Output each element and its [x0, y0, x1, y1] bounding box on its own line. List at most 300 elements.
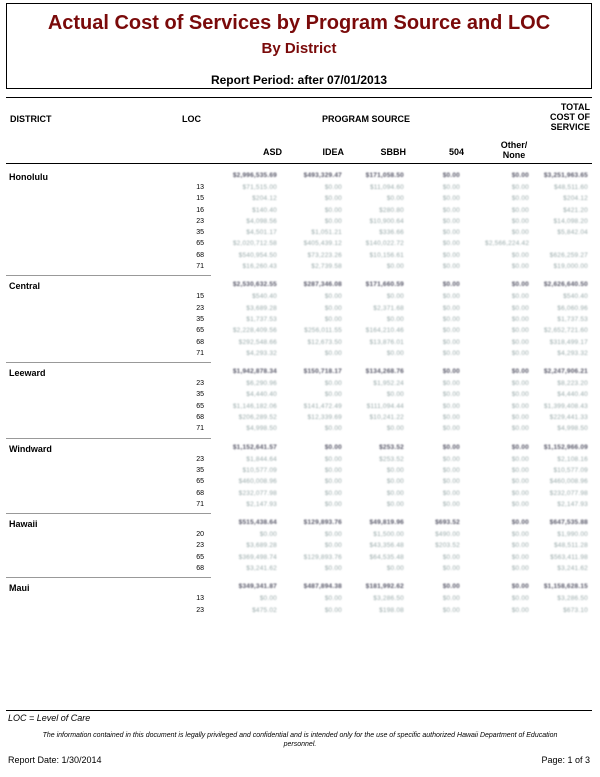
- value-cell: $0.00: [442, 263, 460, 271]
- table-row: [6, 489, 592, 500]
- loc-code: 65: [196, 478, 204, 486]
- value-cell: $0.00: [442, 595, 460, 603]
- value-cell: $1,500.00: [373, 531, 404, 539]
- value-cell: $421.20: [563, 206, 588, 214]
- value-cell: $0.00: [324, 500, 342, 508]
- table-row: [6, 349, 592, 360]
- value-cell: $0.00: [386, 425, 404, 433]
- value-cell: $0.00: [386, 315, 404, 323]
- value-cell: $0.00: [511, 455, 529, 463]
- table-row: [6, 292, 592, 303]
- value-cell: $4,293.32: [246, 349, 277, 357]
- value-cell: $336.66: [379, 229, 404, 237]
- value-cell: $6,290.96: [246, 380, 277, 388]
- report-body: [6, 170, 592, 617]
- table-row: [6, 262, 592, 273]
- value-cell: $2,108.16: [557, 455, 588, 463]
- value-cell: $5,842.04: [557, 229, 588, 237]
- col-other-none: Other/ None: [500, 140, 528, 160]
- value-cell: $0.00: [324, 304, 342, 312]
- value-cell: $3,689.28: [246, 304, 277, 312]
- district-name: Honolulu: [9, 172, 48, 182]
- value-cell: $0.00: [324, 595, 342, 603]
- value-cell: $0.00: [324, 542, 342, 550]
- col-loc: LOC: [182, 114, 201, 124]
- value-cell: $0.00: [511, 263, 529, 271]
- value-cell: $111,094.44: [366, 402, 404, 410]
- value-cell: $460,008.96: [238, 478, 277, 486]
- value-cell: $10,156.61: [369, 251, 404, 259]
- value-cell: $0.00: [324, 315, 342, 323]
- loc-code: 15: [196, 293, 204, 301]
- district-total-cell: $171,660.59: [365, 281, 404, 289]
- value-cell: $0.00: [259, 595, 277, 603]
- value-cell: $0.00: [511, 531, 529, 539]
- value-cell: $0.00: [442, 229, 460, 237]
- value-cell: $292,548.66: [238, 338, 277, 346]
- district-total-cell: $0.00: [511, 368, 529, 376]
- loc-code: 23: [196, 380, 204, 388]
- report-subtitle: By District: [261, 40, 337, 57]
- value-cell: $280.80: [379, 206, 404, 214]
- value-cell: $204.12: [563, 195, 588, 203]
- value-cell: $0.00: [324, 425, 342, 433]
- value-cell: $0.00: [442, 240, 460, 248]
- loc-code: 23: [196, 304, 204, 312]
- value-cell: $0.00: [442, 391, 460, 399]
- footer-divider: [6, 710, 592, 711]
- column-headers: [6, 97, 592, 164]
- district-separator: [6, 513, 211, 514]
- table-row: [6, 594, 592, 605]
- value-cell: $0.00: [442, 206, 460, 214]
- table-row: [6, 228, 592, 239]
- value-cell: $140.40: [252, 206, 277, 214]
- value-cell: $0.00: [442, 414, 460, 422]
- district-total-cell: $2,626,640.50: [543, 281, 588, 289]
- value-cell: $0.00: [386, 478, 404, 486]
- table-row: [6, 455, 592, 466]
- loc-code: 13: [196, 184, 204, 191]
- value-cell: $0.00: [442, 195, 460, 203]
- district-name: Hawaii: [9, 519, 38, 530]
- table-row: [6, 477, 592, 488]
- district-total-cell: $349,341.87: [238, 583, 277, 591]
- value-cell: $0.00: [386, 565, 404, 573]
- value-cell: $540,954.50: [238, 251, 277, 259]
- value-cell: $0.00: [442, 466, 460, 474]
- value-cell: $0.00: [324, 217, 342, 225]
- value-cell: $10,241.22: [369, 414, 404, 422]
- district-name: Maui: [9, 583, 30, 594]
- value-cell: $0.00: [324, 606, 342, 614]
- value-cell: $0.00: [442, 402, 460, 410]
- table-row: [6, 553, 592, 564]
- value-cell: $0.00: [511, 565, 529, 573]
- district-total-cell: $1,942,878.34: [232, 368, 277, 376]
- value-cell: $0.00: [259, 531, 277, 539]
- value-cell: $232,077.98: [238, 489, 277, 497]
- value-cell: $2,228,409.56: [232, 327, 277, 335]
- loc-code: 71: [196, 425, 204, 433]
- value-cell: $140,022.72: [365, 240, 404, 248]
- district-row: [6, 170, 592, 183]
- value-cell: $19,000.00: [553, 263, 588, 271]
- value-cell: $4,440.40: [557, 391, 588, 399]
- report-period: [7, 73, 591, 87]
- district-total-cell: $493,329.47: [303, 172, 342, 179]
- district-row: [6, 279, 592, 292]
- value-cell: $0.00: [511, 391, 529, 399]
- value-cell: $0.00: [511, 217, 529, 225]
- table-row: [6, 564, 592, 575]
- col-sbbh: SBBH: [380, 147, 406, 157]
- value-cell: $0.00: [511, 327, 529, 335]
- value-cell: $1,990.00: [557, 531, 588, 539]
- value-cell: $0.00: [386, 195, 404, 203]
- value-cell: $0.00: [511, 349, 529, 357]
- value-cell: $0.00: [386, 293, 404, 301]
- value-cell: $0.00: [324, 478, 342, 486]
- value-cell: $12,339.69: [307, 414, 342, 422]
- value-cell: $3,689.28: [246, 542, 277, 550]
- loc-code: 65: [196, 553, 204, 561]
- table-row: [6, 217, 592, 228]
- value-cell: $0.00: [324, 489, 342, 497]
- loc-code: 23: [196, 455, 204, 463]
- table-row: [6, 541, 592, 552]
- value-cell: $0.00: [511, 542, 529, 550]
- period-label: Report Period:: [210, 73, 295, 87]
- district-name: Leeward: [9, 368, 46, 379]
- value-cell: $4,098.56: [246, 217, 277, 225]
- value-cell: $0.00: [324, 391, 342, 399]
- value-cell: $405,439.12: [303, 240, 342, 248]
- value-cell: $203.52: [435, 542, 460, 550]
- value-cell: $1,051.21: [311, 229, 342, 237]
- value-cell: $0.00: [511, 466, 529, 474]
- value-cell: $3,286.50: [373, 595, 404, 603]
- confidentiality-notice: The information contained in this document is legally privileged and confidential and is intended only for the use of specific authorized Hawaii Department of Education personnel.: [42, 732, 558, 748]
- district-row: [6, 581, 592, 594]
- loc-code: 13: [196, 595, 204, 603]
- value-cell: $0.00: [442, 338, 460, 346]
- district-total-cell: $0.00: [442, 443, 460, 451]
- value-cell: $2,652,721.60: [543, 327, 588, 335]
- value-cell: $141,472.49: [303, 402, 342, 410]
- report-header: [6, 3, 592, 89]
- district-total-cell: $647,535.88: [549, 519, 588, 527]
- value-cell: $0.00: [442, 349, 460, 357]
- table-row: [6, 402, 592, 413]
- loc-code: 35: [196, 315, 204, 323]
- value-cell: $0.00: [442, 184, 460, 191]
- value-cell: $626,259.27: [549, 251, 588, 259]
- table-row: [6, 530, 592, 541]
- value-cell: $11,094.60: [369, 184, 404, 191]
- value-cell: $0.00: [442, 500, 460, 508]
- value-cell: $0.00: [511, 402, 529, 410]
- col-idea: IDEA: [322, 147, 344, 157]
- loc-code: 15: [196, 195, 204, 203]
- loc-code: 68: [196, 251, 204, 259]
- value-cell: $0.00: [324, 531, 342, 539]
- value-cell: $0.00: [324, 195, 342, 203]
- value-cell: $0.00: [324, 466, 342, 474]
- loc-code: 68: [196, 338, 204, 346]
- value-cell: $12,673.50: [307, 338, 342, 346]
- district-total-cell: $0.00: [442, 583, 460, 591]
- report-date: Report Date: 1/30/2014: [8, 755, 102, 765]
- value-cell: $0.00: [324, 293, 342, 301]
- table-row: [6, 194, 592, 205]
- value-cell: $0.00: [442, 293, 460, 301]
- value-cell: $14,098.20: [553, 217, 588, 225]
- district-total-cell: $3,251,963.65: [543, 172, 588, 179]
- value-cell: $0.00: [511, 304, 529, 312]
- loc-code: 68: [196, 414, 204, 422]
- district-name: Central: [9, 281, 41, 292]
- value-cell: $198.08: [379, 606, 404, 614]
- value-cell: $490.00: [435, 531, 460, 539]
- value-cell: $2,147.93: [246, 500, 277, 508]
- district-total-cell: $0.00: [511, 583, 529, 591]
- value-cell: $0.00: [511, 500, 529, 508]
- value-cell: $0.00: [511, 553, 529, 561]
- district-total-cell: $693.52: [435, 519, 460, 527]
- value-cell: $129,893.76: [303, 553, 342, 561]
- district-total-cell: $1,152,641.57: [232, 443, 277, 451]
- value-cell: $0.00: [386, 500, 404, 508]
- value-cell: $1,146,182.06: [232, 402, 277, 410]
- district-total-cell: $1,158,628.15: [543, 583, 588, 591]
- value-cell: $4,293.32: [557, 349, 588, 357]
- period-value: after 07/01/2013: [297, 73, 388, 87]
- district-total-cell: $181,992.62: [365, 583, 404, 591]
- value-cell: $10,900.64: [369, 217, 404, 225]
- value-cell: $1,844.64: [246, 455, 277, 463]
- value-cell: $2,371.68: [373, 304, 404, 312]
- table-row: [6, 606, 592, 617]
- value-cell: $0.00: [511, 606, 529, 614]
- value-cell: $0.00: [511, 184, 529, 191]
- value-cell: $0.00: [511, 595, 529, 603]
- value-cell: $48,511.60: [553, 184, 588, 191]
- value-cell: $0.00: [511, 478, 529, 486]
- value-cell: $0.00: [442, 327, 460, 335]
- value-cell: $563,411.98: [550, 553, 588, 561]
- district-total-cell: $0.00: [442, 281, 460, 289]
- value-cell: $10,577.09: [242, 466, 277, 474]
- table-row: [6, 379, 592, 390]
- value-cell: $0.00: [511, 414, 529, 422]
- value-cell: $4,998.50: [246, 425, 277, 433]
- value-cell: $0.00: [511, 293, 529, 301]
- district-total-cell: $0.00: [511, 519, 529, 527]
- value-cell: $1,952.24: [373, 380, 404, 388]
- district-total-cell: $150,718.17: [303, 368, 342, 376]
- value-cell: $0.00: [442, 380, 460, 388]
- value-cell: $475.02: [252, 606, 277, 614]
- district-total-cell: $0.00: [511, 172, 529, 179]
- value-cell: $2,020,712.58: [232, 240, 277, 248]
- value-cell: $16,260.43: [242, 263, 277, 271]
- value-cell: $0.00: [511, 315, 529, 323]
- page-number: Page: 1 of 3: [541, 755, 590, 765]
- district-row: [6, 517, 592, 530]
- value-cell: $1,399,408.43: [543, 402, 588, 410]
- value-cell: $229,441.33: [549, 414, 588, 422]
- district-total-cell: $129,893.76: [303, 519, 342, 527]
- value-cell: $232,077.98: [549, 489, 588, 497]
- value-cell: $1,737.53: [557, 315, 588, 323]
- loc-code: 65: [196, 402, 204, 410]
- table-row: [6, 326, 592, 337]
- loc-code: 20: [196, 531, 204, 539]
- table-row: [6, 413, 592, 424]
- value-cell: $204.12: [252, 195, 277, 203]
- value-cell: $0.00: [442, 425, 460, 433]
- value-cell: $0.00: [511, 195, 529, 203]
- value-cell: $2,739.58: [311, 263, 342, 271]
- table-row: [6, 315, 592, 326]
- value-cell: $673.10: [563, 606, 588, 614]
- loc-code: 71: [196, 349, 204, 357]
- district-separator: [6, 577, 211, 578]
- col-district: DISTRICT: [10, 114, 52, 124]
- value-cell: $0.00: [386, 349, 404, 357]
- table-row: [6, 466, 592, 477]
- loc-code: 71: [196, 500, 204, 508]
- table-row: [6, 206, 592, 217]
- district-total-cell: $0.00: [511, 443, 529, 451]
- district-separator: [6, 438, 211, 439]
- district-separator: [6, 275, 211, 276]
- value-cell: $73,223.26: [307, 251, 342, 259]
- district-total-cell: $515,438.64: [238, 519, 277, 527]
- table-row: [6, 239, 592, 250]
- loc-code: 71: [196, 263, 204, 271]
- value-cell: $3,286.50: [557, 595, 588, 603]
- district-total-cell: $0.00: [442, 172, 460, 179]
- district-row: [6, 442, 592, 455]
- table-row: [6, 304, 592, 315]
- table-row: [6, 390, 592, 401]
- district-total-cell: $0.00: [324, 443, 342, 451]
- loc-code: 23: [196, 606, 204, 614]
- value-cell: $0.00: [442, 251, 460, 259]
- value-cell: $318,499.17: [549, 338, 588, 346]
- value-cell: $13,876.01: [369, 338, 404, 346]
- value-cell: $64,535.48: [369, 553, 404, 561]
- value-cell: $48,511.28: [553, 542, 588, 550]
- district-total-cell: $49,819.96: [369, 519, 404, 527]
- value-cell: $0.00: [511, 229, 529, 237]
- district-total-cell: $0.00: [442, 368, 460, 376]
- district-total-cell: $2,247,906.21: [543, 368, 588, 376]
- value-cell: $8,223.20: [557, 380, 588, 388]
- loc-code: 23: [196, 217, 204, 225]
- loc-code: 68: [196, 489, 204, 497]
- value-cell: $0.00: [324, 380, 342, 388]
- value-cell: $6,060.96: [557, 304, 588, 312]
- value-cell: $0.00: [442, 315, 460, 323]
- value-cell: $0.00: [442, 304, 460, 312]
- district-total-cell: $0.00: [511, 281, 529, 289]
- value-cell: $71,515.00: [242, 184, 277, 191]
- loc-code: 35: [196, 229, 204, 237]
- district-separator: [6, 362, 211, 363]
- value-cell: $0.00: [511, 425, 529, 433]
- value-cell: $0.00: [386, 263, 404, 271]
- table-row: [6, 338, 592, 349]
- value-cell: $0.00: [442, 217, 460, 225]
- loc-code: 65: [196, 240, 204, 248]
- value-cell: $0.00: [511, 338, 529, 346]
- value-cell: $0.00: [442, 606, 460, 614]
- report-title: Actual Cost of Services by Program Source and LOC: [47, 12, 551, 34]
- value-cell: $4,440.40: [246, 391, 277, 399]
- value-cell: $0.00: [324, 349, 342, 357]
- table-row: [6, 183, 592, 194]
- value-cell: $2,566,224.42: [485, 240, 530, 248]
- value-cell: $0.00: [386, 466, 404, 474]
- value-cell: $0.00: [442, 489, 460, 497]
- loc-code: 16: [196, 206, 204, 214]
- value-cell: $460,008.96: [549, 478, 588, 486]
- value-cell: $0.00: [511, 380, 529, 388]
- value-cell: $0.00: [442, 553, 460, 561]
- value-cell: $0.00: [511, 489, 529, 497]
- loc-note: LOC = Level of Care: [8, 713, 91, 723]
- value-cell: $4,501.17: [246, 229, 277, 237]
- value-cell: $253.52: [379, 455, 404, 463]
- district-total-cell: $134,268.76: [365, 368, 404, 376]
- value-cell: $540.40: [252, 293, 277, 301]
- value-cell: $4,998.50: [557, 425, 588, 433]
- table-row: [6, 251, 592, 262]
- loc-code: 23: [196, 542, 204, 550]
- value-cell: $43,356.48: [369, 542, 404, 550]
- value-cell: $0.00: [442, 565, 460, 573]
- value-cell: $10,577.09: [553, 466, 588, 474]
- loc-code: 35: [196, 391, 204, 399]
- value-cell: $0.00: [442, 455, 460, 463]
- loc-code: 35: [196, 466, 204, 474]
- value-cell: $206,289.52: [238, 414, 277, 422]
- col-program-source: PROGRAM SOURCE: [322, 114, 411, 124]
- district-total-cell: $287,346.08: [303, 281, 342, 289]
- col-504: 504: [448, 147, 464, 157]
- district-total-cell: $2,996,535.69: [232, 172, 277, 179]
- value-cell: $2,147.93: [557, 500, 588, 508]
- value-cell: $256,011.55: [304, 327, 342, 335]
- loc-code: 68: [196, 565, 204, 573]
- loc-code: 65: [196, 327, 204, 335]
- value-cell: $0.00: [324, 565, 342, 573]
- value-cell: $540.40: [563, 293, 588, 301]
- value-cell: $0.00: [324, 184, 342, 191]
- value-cell: $3,241.62: [246, 565, 277, 573]
- value-cell: $0.00: [386, 489, 404, 497]
- district-total-cell: $253.52: [379, 443, 404, 451]
- value-cell: $164,210.46: [365, 327, 404, 335]
- col-asd: ASD: [262, 147, 282, 157]
- value-cell: $0.00: [442, 478, 460, 486]
- value-cell: $0.00: [324, 206, 342, 214]
- value-cell: $0.00: [386, 391, 404, 399]
- value-cell: $369,498.74: [238, 553, 277, 561]
